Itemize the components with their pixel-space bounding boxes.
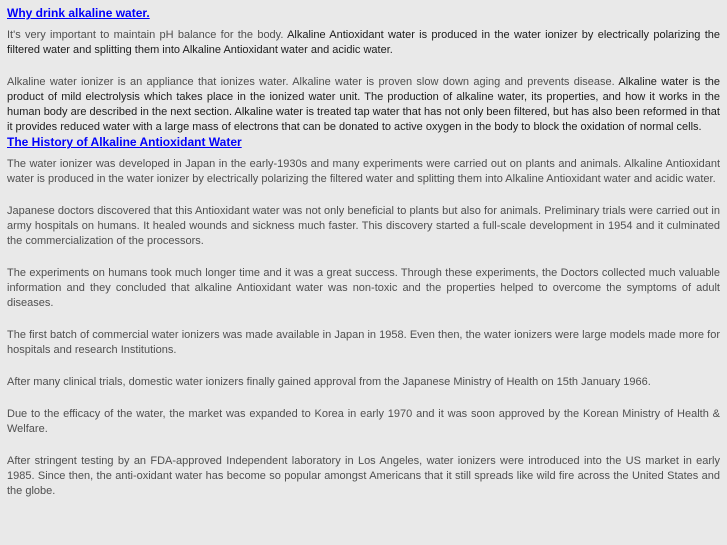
paragraph-text: The first batch of commercial water ionizers was made available in Japan in 1958. Even then, the water ionizers were large models made more for hospitals and research Institutions.	[7, 329, 720, 356]
history-of-alkaline-antioxidant-water-link[interactable]: The History of Alkaline Antioxidant Water	[7, 135, 242, 149]
paragraph	[7, 454, 720, 499]
paragraph-text: The water ionizer was developed in Japan in the early-1930s and many experiments were carried out on plants and animals. Alkaline Antioxidant water is produced in the water ionizer by electrically polarizing the filtered water and splitting them into Alkaline Antioxidant water and acidic water.	[7, 158, 720, 185]
paragraph-text: Japanese doctors discovered that this Antioxidant water was not only beneficial to plants but also for animals. Preliminary trials were carried out in army hospitals on humans. It healed wounds and sickness much faster. This discovery started a full-scale development in 1954 and it culminated the commercialization of the processors.	[7, 205, 720, 247]
paragraph-text: It's very important to maintain pH balance for the body.	[7, 29, 288, 41]
paragraph	[7, 328, 720, 358]
section-heading	[7, 135, 720, 151]
paragraph-text: After stringent testing by an FDA-approved Independent laboratory in Los Angeles, water ionizers were introduced into the US market in early 1985. Since then, the anti-oxidant water has become so popular amongst Americans that it still spreads like wild fire across the United States and the globe.	[7, 455, 720, 497]
paragraph-highlight-text: Alkaline water is the product of mild electrolysis which takes place in the ionized water unit. The production of alkaline water, its properties, and how it works in the human body are described in the next section. Alkaline water is treated tap water that has not only been filtered, but has also been reformed in that it provides reduced water with a large mass of electrons that can be donated to active oxygen in the body to block the oxidation of normal cells.	[7, 76, 720, 133]
paragraph	[7, 375, 720, 390]
paragraph	[7, 75, 720, 135]
paragraph-highlight-text: Alkaline Antioxidant water is produced in the water ionizer by electrically polarizing the filtered water and splitting them into Alkaline Antioxidant water and acidic water.	[7, 29, 720, 56]
paragraph	[7, 266, 720, 311]
paragraph	[7, 28, 720, 58]
section-history-of-alkaline-antioxidant-water	[7, 135, 720, 499]
paragraph	[7, 204, 720, 249]
section-heading	[7, 6, 720, 22]
paragraph-text: After many clinical trials, domestic water ionizers finally gained approval from the Japanese Ministry of Health on 15th January 1966.	[7, 376, 651, 388]
section-why-drink-alkaline-water	[7, 6, 720, 135]
paragraph-text: Alkaline water ionizer is an appliance that ionizes water. Alkaline water is proven slow down aging and prevents disease.	[7, 76, 619, 88]
why-drink-alkaline-water-link[interactable]: Why drink alkaline water.	[7, 6, 150, 20]
paragraph-text: Due to the efficacy of the water, the market was expanded to Korea in early 1970 and it was soon approved by the Korean Ministry of Health & Welfare.	[7, 408, 720, 435]
paragraph	[7, 157, 720, 187]
paragraph	[7, 407, 720, 437]
paragraph-text: The experiments on humans took much longer time and it was a great success. Through these experiments, the Doctors collected much valuable information and they concluded that alkaline Antioxidant water was non-toxic and the properties helped to overcome the symptoms of adult diseases.	[7, 267, 720, 309]
